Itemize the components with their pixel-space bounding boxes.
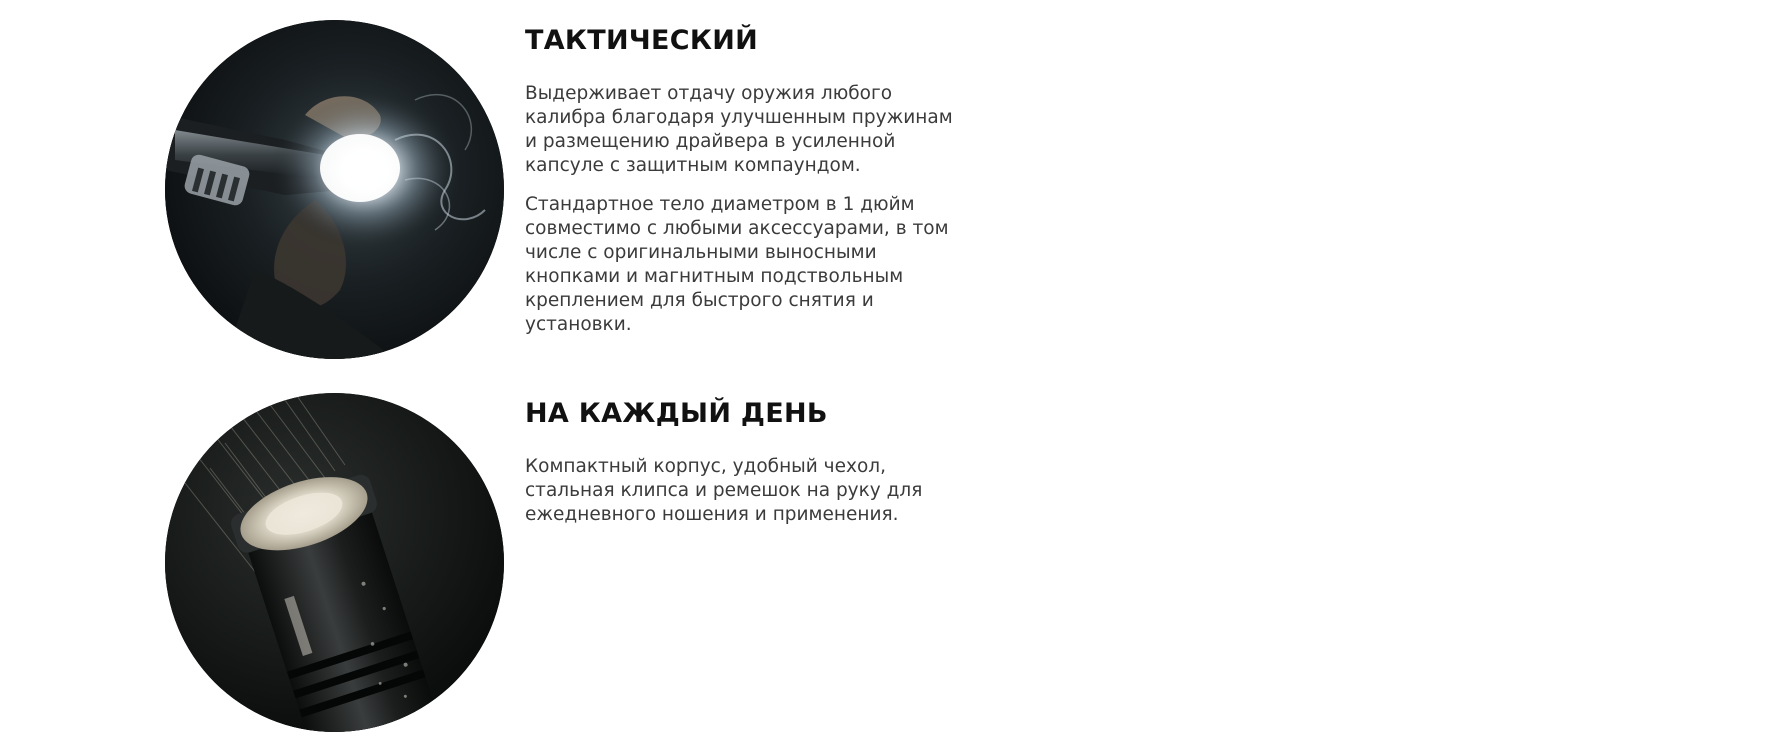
feature-paragraph: Выдерживает отдачу оружия любого калибра благодаря улучшенным пружинам и размещению драйвера в усиленной капсуле с защитным компаундом.	[525, 83, 953, 176]
everyday-flashlight-rain-photo-icon	[165, 393, 504, 732]
feature-paragraph: Компактный корпус, удобный чехол, стальная клипса и ремешок на руку для ежедневного ношения и применения.	[525, 456, 923, 525]
feature-title: ТАКТИЧЕСКИЙ	[525, 25, 759, 56]
feature-paragraph: Стандартное тело диаметром в 1 дюйм совместимо с любыми аксессуарами, в том числе с оригинальными выносными кнопками и магнитным подствольным креплением для быстрого снятия и установки.	[525, 194, 949, 335]
tactical-text-block	[525, 24, 965, 352]
tactical-photo	[165, 20, 504, 359]
tactical-flashlight-photo-icon	[165, 20, 504, 359]
everyday-text-block	[525, 397, 965, 542]
feature-title: НА КАЖДЫЙ ДЕНЬ	[525, 398, 828, 429]
everyday-photo	[165, 393, 504, 732]
